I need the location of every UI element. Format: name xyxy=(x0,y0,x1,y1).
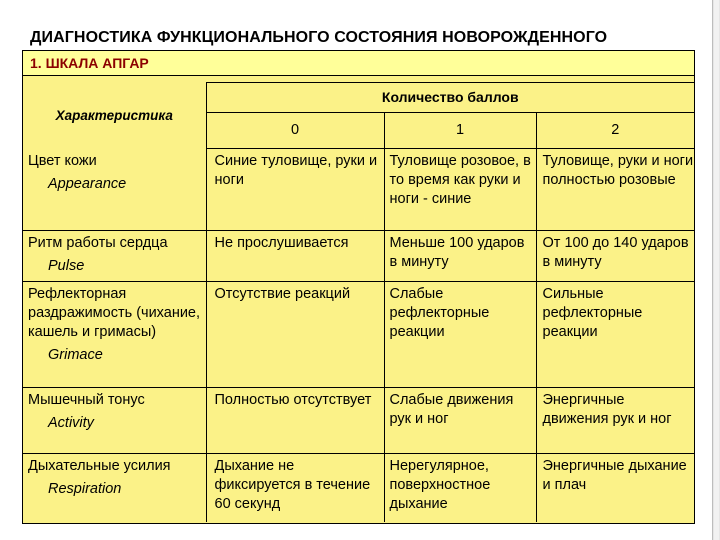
cell-score-1: Меньше 100 ударов в минуту xyxy=(384,231,536,282)
table-row xyxy=(23,231,694,282)
characteristic-en: Activity xyxy=(48,415,94,431)
header-score-2: 2 xyxy=(536,113,694,149)
table-row xyxy=(23,149,694,231)
header-row-group xyxy=(23,83,694,113)
cell-score-0: Не прослушивается xyxy=(206,231,384,282)
characteristic-en: Appearance xyxy=(48,175,127,192)
page-title: ДИАГНОСТИКА ФУНКЦИОНАЛЬНОГО СОСТОЯНИЯ НОВОРОЖДЕННОГО xyxy=(30,29,608,46)
characteristic-ru: Цвет кожи xyxy=(28,152,97,169)
characteristic-ru: Мышечный тонус xyxy=(28,392,145,408)
cell-score-0: Синие туловище, руки и ноги xyxy=(206,149,384,231)
characteristic-ru: Рефлекторная раздражимость (чихание, кашель и гримасы) xyxy=(28,286,201,340)
right-edge-bar xyxy=(712,0,720,540)
cell-score-2: От 100 до 140 ударов в минуту xyxy=(536,231,694,282)
subtitle-bar xyxy=(22,50,695,76)
cell-score-1: Слабые рефлекторные реакции xyxy=(384,282,536,388)
header-score-group: Количество баллов xyxy=(206,83,694,113)
cell-score-1: Туловище розовое, в то время как руки и ноги - синие xyxy=(384,149,536,231)
cell-score-2: Сильные рефлекторные реакции xyxy=(536,282,694,388)
cell-score-0: Полностью отсутствует xyxy=(206,388,384,454)
table-row xyxy=(23,388,694,454)
row-characteristic xyxy=(23,149,206,231)
header-score-0: 0 xyxy=(206,113,384,149)
table-row xyxy=(23,282,694,388)
characteristic-en: Pulse xyxy=(48,258,85,274)
characteristic-ru: Дыхательные усилия xyxy=(28,458,171,474)
cell-score-2: Энергичные движения рук и ног xyxy=(536,388,694,454)
characteristic-ru: Ритм работы сердца xyxy=(28,235,168,251)
cell-score-2: Туловище, руки и ноги полностью розовые xyxy=(536,149,694,231)
cell-score-2: Энергичные дыхание и плач xyxy=(536,454,694,522)
table-row xyxy=(23,454,694,522)
apgar-table xyxy=(23,82,694,522)
cell-score-1: Слабые движения рук и ног xyxy=(384,388,536,454)
characteristic-en: Grimace xyxy=(48,347,103,363)
cell-score-0: Дыхание не фиксируется в течение 60 секунд xyxy=(206,454,384,522)
row-characteristic xyxy=(23,282,206,388)
cell-score-0: Отсутствие реакций xyxy=(206,282,384,388)
characteristic-en: Respiration xyxy=(48,481,122,497)
cell-score-1: Нерегулярное, поверхностное дыхание xyxy=(384,454,536,522)
header-characteristic: Характеристика xyxy=(55,108,173,123)
header-score-1: 1 xyxy=(384,113,536,149)
right-edge-thumb xyxy=(714,0,719,540)
row-characteristic xyxy=(23,231,206,282)
row-characteristic xyxy=(23,388,206,454)
apgar-panel xyxy=(22,75,695,524)
subtitle: 1. ШКАЛА АПГАР xyxy=(30,55,149,71)
row-characteristic xyxy=(23,454,206,522)
